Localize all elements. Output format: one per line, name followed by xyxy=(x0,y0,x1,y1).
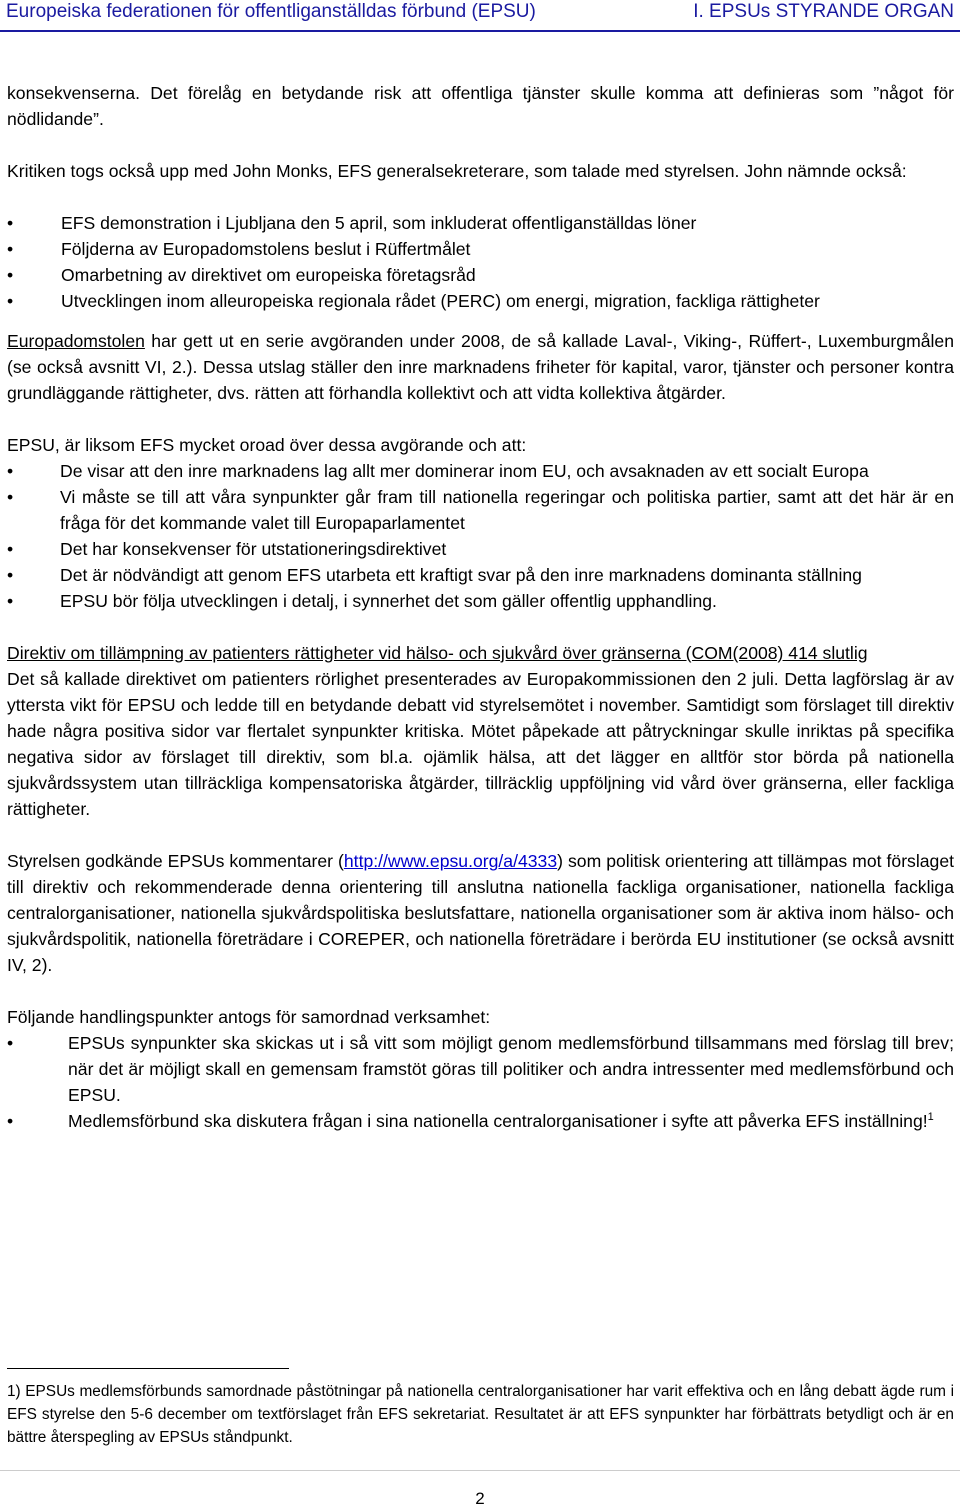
bullet-icon: • xyxy=(7,1033,14,1053)
list-item: • EPSU bör följa utvecklingen i detalj, i synnerhet det som gäller offentlig upphandling. xyxy=(7,588,954,614)
list-item: • Det är nödvändigt att genom EFS utarbeta ett kraftigt svar på den inre marknadens dominanta ställning xyxy=(7,562,954,588)
list-item: • De visar att den inre marknadens lag allt mer dominerar inom EU, och avsaknaden av ett socialt Europa xyxy=(7,458,954,484)
document-body xyxy=(7,80,954,1134)
bullet-icon: • xyxy=(7,1111,14,1131)
list-item: • Medlemsförbund ska diskutera frågan i sina nationella centralorganisationer i syfte att påverka EFS inställning!$^1$ xyxy=(7,1108,954,1134)
page-number: 2 xyxy=(475,1489,485,1508)
epsu-concern-intro: EPSU, är liksom EFS mycket oroad över dessa avgörande och att: xyxy=(7,435,527,455)
list-item: • Vi måste se till att våra synpunkter går fram till nationella regeringar och politiska partier, samt att det här är en fråga för det kommande valet till Europaparlamentet xyxy=(7,484,954,536)
bullet-icon: • xyxy=(7,461,14,481)
bullet-icon: • xyxy=(7,565,14,585)
monks-topics-list xyxy=(7,210,954,314)
footer-rule xyxy=(0,1470,960,1471)
actions-intro: Följande handlingspunkter antogs för samordnad verksamhet: xyxy=(7,1007,491,1027)
court-paragraph: Europadomstolen har gett ut en serie avgöranden under 2008, de så kallade Laval-, Viking-, Rüffert-, Luxemburgmålen (se också avsnitt VI, 2.). Dessa utslag ställer den inre marknadens friheter för kapital, varor, tjänster och personer kontra grundläggande rättigheter, dvs. rätten att förhandla kollektivt och att vidta kollektiva åtgärder. xyxy=(7,331,954,403)
bullet-icon: • xyxy=(7,213,14,233)
footnote-separator xyxy=(7,1368,289,1369)
intro-paragraph-2: Kritiken togs också upp med John Monks, EFS generalsekreterare, som talade med styrelsen. John nämnde också: xyxy=(7,161,907,181)
directive-heading: Direktiv om tillämpning av patienters rättigheter vid hälso- och sjukvård över gränserna (COM(2008) 414 slutlig xyxy=(7,643,868,663)
approval-paragraph: Styrelsen godkände EPSUs kommentarer (http://www.epsu.org/a/4333) som politisk orientering att tillämpas mot förslaget till direktiv och rekommenderade denna orientering till anslutna nationella fackliga organisationer, nationella fackliga centralorganisationer, nationella sjukvårdspolitiska beslutsfattare, nationella organisationer som är aktiva inom hälso- och sjukvårdspolitik, nationella företrädare i COREPER, och nationella företrädare i berörda EU institutioner (se också avsnitt IV, 2). xyxy=(7,851,954,975)
action-points-list xyxy=(7,1030,954,1134)
list-item: • Utvecklingen inom alleuropeiska regionala rådet (PERC) om energi, migration, fackliga rättigheter xyxy=(7,288,954,314)
footnote-text: 1) EPSUs medlemsförbunds samordnade påstötningar på nationella centralorganisationer har varit effektiva och en lång debatt ägde rum i EFS styrelse den 5-6 december om textförslaget från EFS sekretariat. Resultatet är att EFS synpunkter har förbättrats betydligt och är en bättre återspegling av EPSUs ståndpunkt. xyxy=(7,1383,954,1446)
bullet-icon: • xyxy=(7,291,14,311)
running-header xyxy=(0,0,960,38)
bullet-icon: • xyxy=(7,239,14,259)
bullet-icon: • xyxy=(7,265,14,285)
bullet-icon: • xyxy=(7,539,14,559)
bullet-icon: • xyxy=(7,591,14,611)
header-rule xyxy=(0,30,960,32)
court-link[interactable]: Europadomstolen xyxy=(7,331,145,351)
list-item: • EPSUs synpunkter ska skickas ut i så vitt som möjligt genom medlemsförbund tillsammans med förslag till brev; när det är möjligt skall en gemensam framstöt göras till politiker och andra intressenter med medlemsförbund och EPSU. xyxy=(7,1030,954,1108)
bullet-icon: • xyxy=(7,487,14,507)
footnote-reference[interactable]: 1 xyxy=(927,1111,934,1124)
header-section: I. EPSUs STYRANDE ORGAN xyxy=(693,1,954,22)
list-item: • Det har konsekvenser för utstationeringsdirektivet xyxy=(7,536,954,562)
list-item: • Följderna av Europadomstolens beslut i Rüffertmålet xyxy=(7,236,954,262)
intro-paragraph-1: konsekvenserna. Det förelåg en betydande risk att offentliga tjänster skulle komma att definieras som ”något för nödlidande”. xyxy=(7,83,954,129)
epsu-link[interactable]: http://www.epsu.org/a/4333 xyxy=(343,851,558,871)
list-item: • Omarbetning av direktivet om europeiska företagsråd xyxy=(7,262,954,288)
header-organization: Europeiska federationen för offentliganställdas förbund (EPSU) xyxy=(6,1,536,22)
list-item: • EFS demonstration i Ljubljana den 5 april, som inkluderat offentliganställdas löner xyxy=(7,210,954,236)
epsu-concerns-list xyxy=(7,458,954,614)
directive-paragraph: Det så kallade direktivet om patienters rörlighet presenterades av Europakommissionen den 2 juli. Detta lagförslag är av yttersta vikt för EPSU och ledde till en betydande debatt vid styrelsemötet i november. Samtidigt som förslaget till direktiv hade några positiva sidor var flertalet synpunkter kritiska. Mötet påpekade att påtryckningar skulle inriktas på specifika negativa sidor av förslaget till direktiv, som bl.a. ojämlik hälsa, att det lägger en alltför stor börda på nationella sjukvårdssystem utan tillräckliga kompensatoriska åtgärder, tillräcklig uppföljning vid vård över gränserna, eller fackliga rättigheter. xyxy=(7,669,954,819)
